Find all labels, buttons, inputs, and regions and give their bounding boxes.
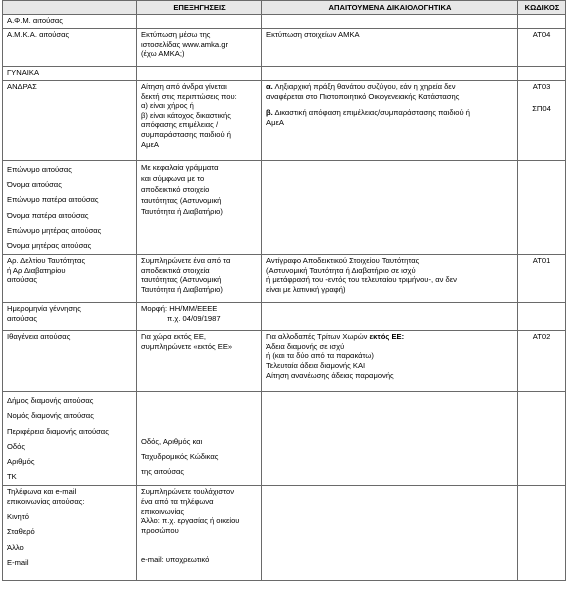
documents-cell: Εκτύπωση στοιχείων ΑΜΚΑ [262,29,518,67]
table-row-woman [3,67,566,81]
header-required-documents: ΑΠΑΙΤΟΥΜΕΝΑ ΔΙΚΑΙΟΛΟΓΗΤΙΚΑ [262,1,518,15]
header-field [3,1,137,15]
explanation-cell: Για χώρα εκτός ΕΕ, συμπληρώνετε «εκτός ΕΕ» [137,331,262,392]
documents-cell: α. Ληξιαρχική πράξη θανάτου συζύγου, εάν η χηρεία δεν αναφέρεται στο Πιστοποιητικό Οικογενειακής Κατάστασης β. Δικαστική απόφαση επιμέλειας/συμπαράστασης παιδιού ή ΑμεΑ [262,81,518,161]
code-cell: ΑΤ01 [518,255,566,303]
field-label: Δήμος διαμονής αιτούσας Νομός διαμονής αιτούσας Περιφέρεια διαμονής αιτούσας Οδός Αριθμός ΤΚ [3,392,137,486]
field-label: Τηλέφωνα και e-mail επικοινωνίας αιτούσας: Κινητό Σταθερό Άλλο E-mail [3,486,137,581]
field-label: ΑΝΔΡΑΣ [3,81,137,161]
table-row-birth-date [3,303,566,331]
code-cell: ΑΤ04 [518,29,566,67]
table-row-names [3,161,566,255]
table-row-afm [3,15,566,29]
field-label: Ιθαγένεια αιτούσας [3,331,137,392]
requirements-table [2,0,566,581]
table-row-id [3,255,566,303]
field-label: Επώνυμο αιτούσας Όνομα αιτούσας Επώνυμο πατέρα αιτούσας Όνομα πατέρα αιτούσας Επώνυμο μητέρας αιτούσας Όνομα μητέρας αιτούσας [3,161,137,255]
explanation-cell: Οδός, Αριθμός και Ταχυδρομικός Κώδικας της αιτούσας [137,392,262,486]
explanation-cell: Εκτύπωση μέσω της ιστοσελίδας www.amka.gr (έχω ΑΜΚΑ;) [137,29,262,67]
explanation-cell: Συμπληρώνετε τουλάχιστον ένα από τα τηλέφωνα επικοινωνίας Άλλο: π.χ. εργασίας ή οικείου προσώπου e-mail: υποχρεωτικό [137,486,262,581]
table-row-man [3,81,566,161]
documents-cell: Αντίγραφο Αποδεικτικού Στοιχείου Ταυτότητας (Αστυνομική Ταυτότητα ή Διαβατήριο σε ισχύ ή μετάφρασή του -εντός του τελευταίου τριμήνου-, αν δεν είναι με λατινική γραφή) [262,255,518,303]
explanation-cell: Συμπληρώνετε ένα από τα αποδεικτικά στοιχεία ταυτότητας (Αστυνομική Ταυτότητα ή Διαβατήριο) [137,255,262,303]
table-row-address [3,392,566,486]
field-label: Α.Μ.Κ.Α. αιτούσας [3,29,137,67]
header-code: ΚΩΔΙΚΟΣ [518,1,566,15]
table-row-contact [3,486,566,581]
explanation-cell: Με κεφαλαία γράμματα και σύμφωνα με το αποδεικτικό στοιχείο ταυτότητας (Αστυνομική Ταυτότητα ή Διαβατήριο) [137,161,262,255]
table-row-amka [3,29,566,67]
field-label: Αρ. Δελτίου Ταυτότητας ή Αρ Διαβατηρίου αιτούσας [3,255,137,303]
explanation-cell: Αίτηση από άνδρα γίνεται δεκτή στις περιπτώσεις που: α) είναι χήρος ή β) είναι κάτοχος δικαστικής απόφασης επιμέλειας / συμπαράστασης παιδιού ή ΑμεΑ [137,81,262,161]
explanation-cell: Μορφή: ΗΗ/ΜΜ/ΕΕΕΕ π.χ. 04/09/1987 [137,303,262,331]
documents-cell: Για αλλοδαπές Τρίτων Χωρών εκτός ΕΕ: Άδεια διαμονής σε ισχύ ή (και τα δύο από τα παρακάτω) Τελευταία άδεια διαμονής ΚΑΙ Αίτηση ανανέωσης άδειας παραμονής [262,331,518,392]
field-label: ΓΥΝΑΙΚΑ [3,67,137,81]
table-header-row [3,1,566,15]
code-cell: ΑΤ02 [518,331,566,392]
code-cell: ΑΤ03 ΣΠ04 [518,81,566,161]
field-label: Ημερομηνία γέννησης αιτούσας [3,303,137,331]
table-row-nationality [3,331,566,392]
header-explanations: ΕΠΕΞΗΓΗΣΕΙΣ [137,1,262,15]
field-label: Α.Φ.Μ. αιτούσας [3,15,137,29]
